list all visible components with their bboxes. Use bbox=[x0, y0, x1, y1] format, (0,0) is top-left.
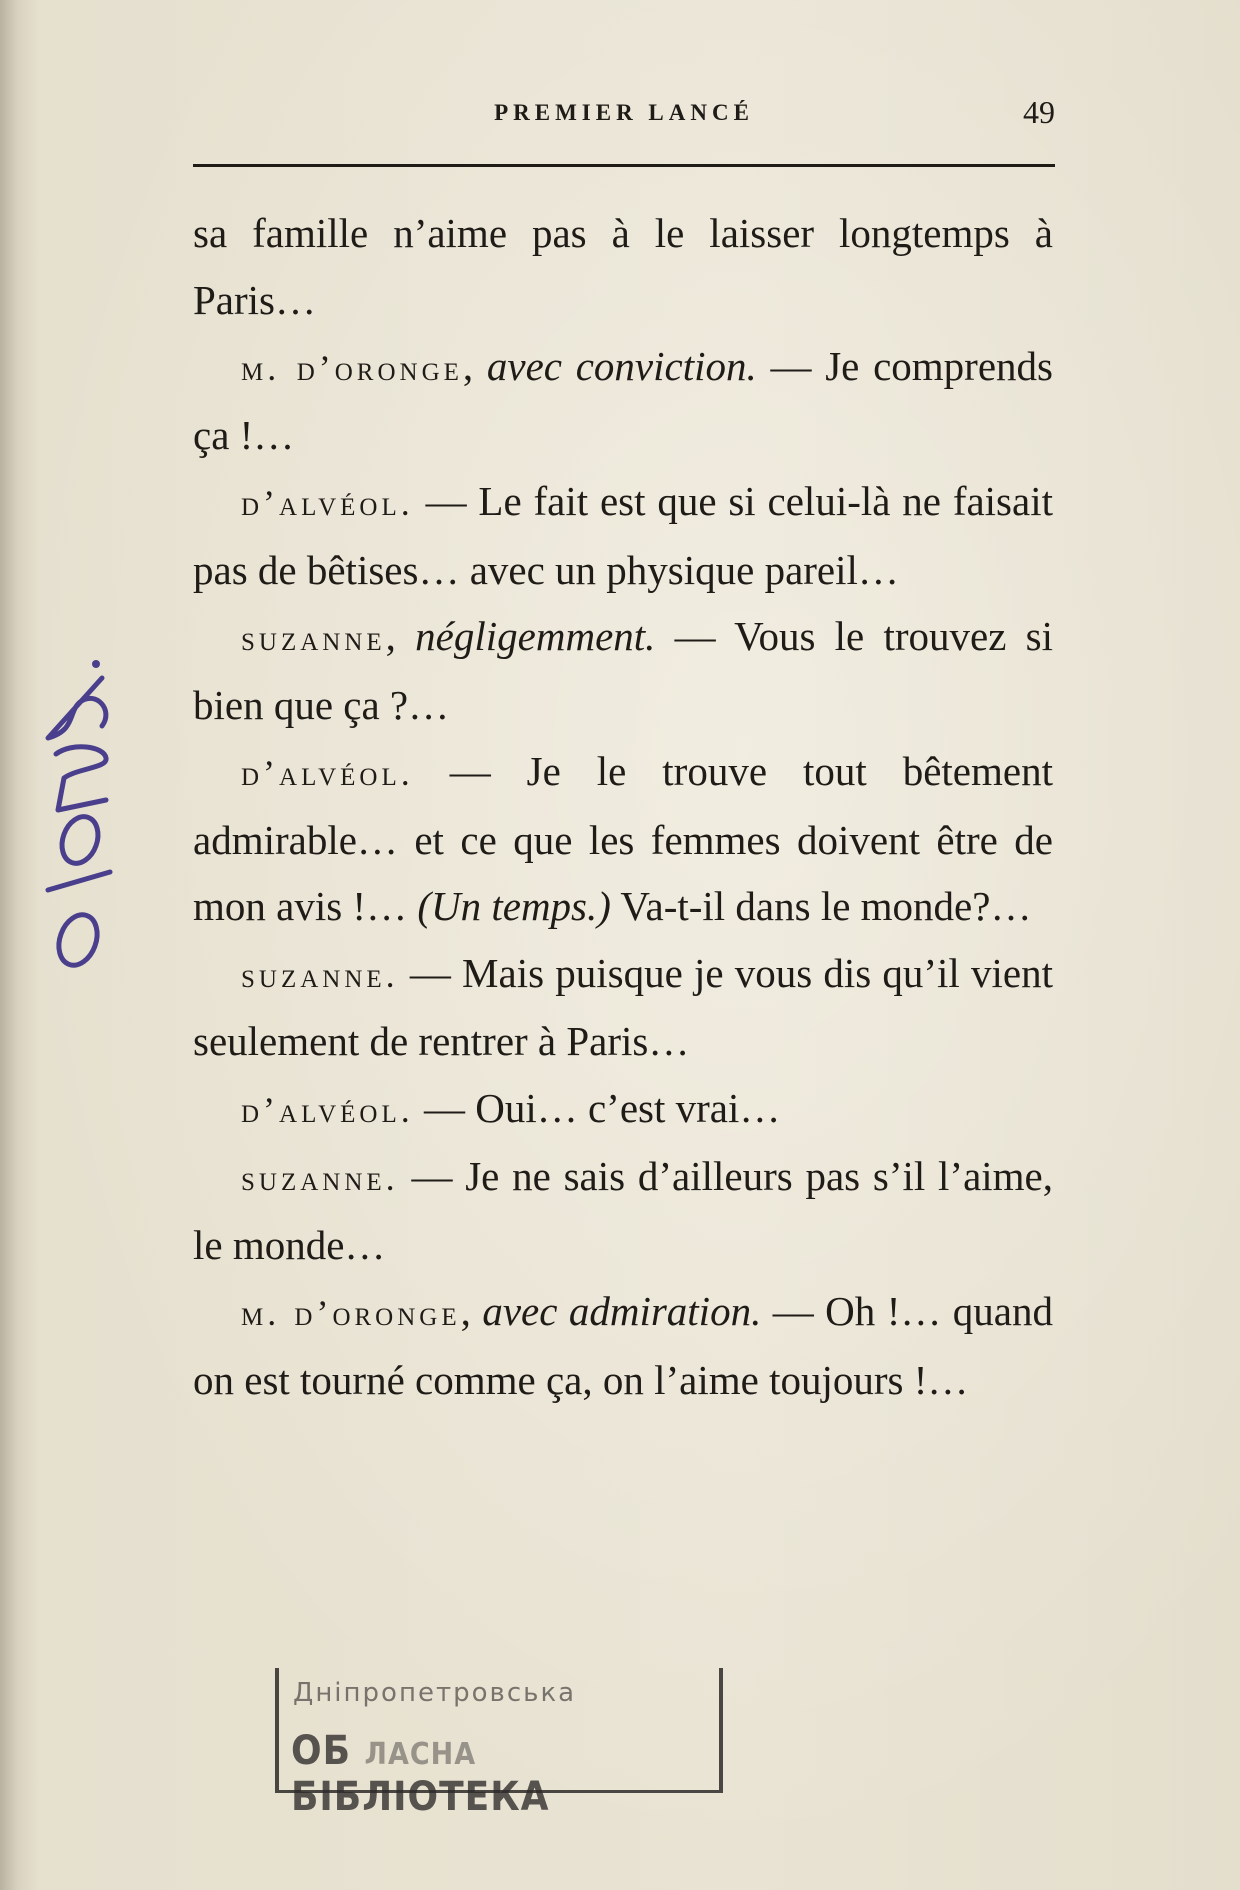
paragraph bbox=[193, 333, 1053, 468]
paragraph bbox=[193, 738, 1053, 940]
speaker-name: suzanne. bbox=[241, 1158, 399, 1198]
paragraph-text: — Je le trouve tout bêtement admirable… et ce que les femmes doivent être de mon avis !… bbox=[193, 748, 1053, 929]
paragraph bbox=[193, 1075, 1053, 1144]
separator: , bbox=[460, 1288, 483, 1334]
handwriting-graphic bbox=[18, 650, 128, 980]
separator: , bbox=[462, 343, 487, 389]
paragraph-text: Va-t-il dans le monde?… bbox=[610, 883, 1032, 929]
speaker-name: m. d’oronge bbox=[241, 348, 463, 388]
stamp-line-1: Дніпропетровська bbox=[293, 1678, 577, 1708]
stamp-word: ЛАСНА bbox=[364, 1737, 477, 1772]
separator: , bbox=[385, 613, 416, 659]
page-header bbox=[193, 96, 1055, 136]
dialogue-text bbox=[193, 200, 1053, 1413]
library-stamp bbox=[275, 1648, 723, 1820]
page-number: 49 bbox=[1023, 94, 1055, 130]
header-rule bbox=[193, 164, 1055, 167]
speaker-name: m. d’oronge bbox=[241, 1293, 461, 1333]
paragraph bbox=[193, 603, 1053, 738]
paragraph bbox=[193, 200, 1053, 333]
speaker-name: d’alvéol. bbox=[241, 483, 414, 523]
paragraph-text: — Mais puisque je vous dis qu’il vient seulement de rentrer à Paris… bbox=[193, 949, 1053, 1064]
paragraph-text: — Oui… c’est vrai… bbox=[413, 1084, 781, 1131]
running-title: PREMIER LANCÉ bbox=[494, 100, 754, 125]
paragraph-text: — Je ne sais d’ailleurs pas s’il l’aime, le monde… bbox=[193, 1153, 1053, 1268]
paragraph bbox=[193, 468, 1053, 603]
stamp-line-2 bbox=[291, 1728, 723, 1820]
stage-direction: avec admiration. bbox=[482, 1288, 762, 1334]
stage-direction: (Un temps.) bbox=[417, 883, 611, 929]
speaker-name: suzanne. bbox=[241, 954, 399, 995]
stamp-word: ОБ bbox=[291, 1728, 352, 1774]
paragraph-text: — Oh !… quand on est tourné comme ça, on l’aime toujours !… bbox=[193, 1288, 1054, 1403]
stage-direction: avec conviction. bbox=[486, 343, 757, 389]
paragraph-text: — Je comprends ça !… bbox=[193, 343, 1053, 458]
paragraph bbox=[193, 1278, 1053, 1413]
speaker-name: d’alvéol. bbox=[241, 753, 414, 793]
paragraph-text: sa famille n’aime pas à le laisser longtemps à Paris… bbox=[193, 210, 1053, 323]
speaker-name: d’alvéol. bbox=[241, 1089, 414, 1130]
stage-direction: négligemment. bbox=[415, 613, 656, 659]
speaker-name: suzanne bbox=[241, 618, 386, 658]
stamp-word: БІБЛІОТЕКА bbox=[291, 1774, 550, 1820]
paragraph bbox=[193, 940, 1053, 1075]
paragraph-text: — Le fait est que si celui-là ne faisait pas de bêtises… avec un physique pareil… bbox=[193, 478, 1053, 593]
handwritten-inventory-number bbox=[18, 650, 128, 980]
paragraph bbox=[193, 1143, 1053, 1278]
paragraph-text: — Vous le trouvez si bien que ça ?… bbox=[193, 613, 1054, 728]
